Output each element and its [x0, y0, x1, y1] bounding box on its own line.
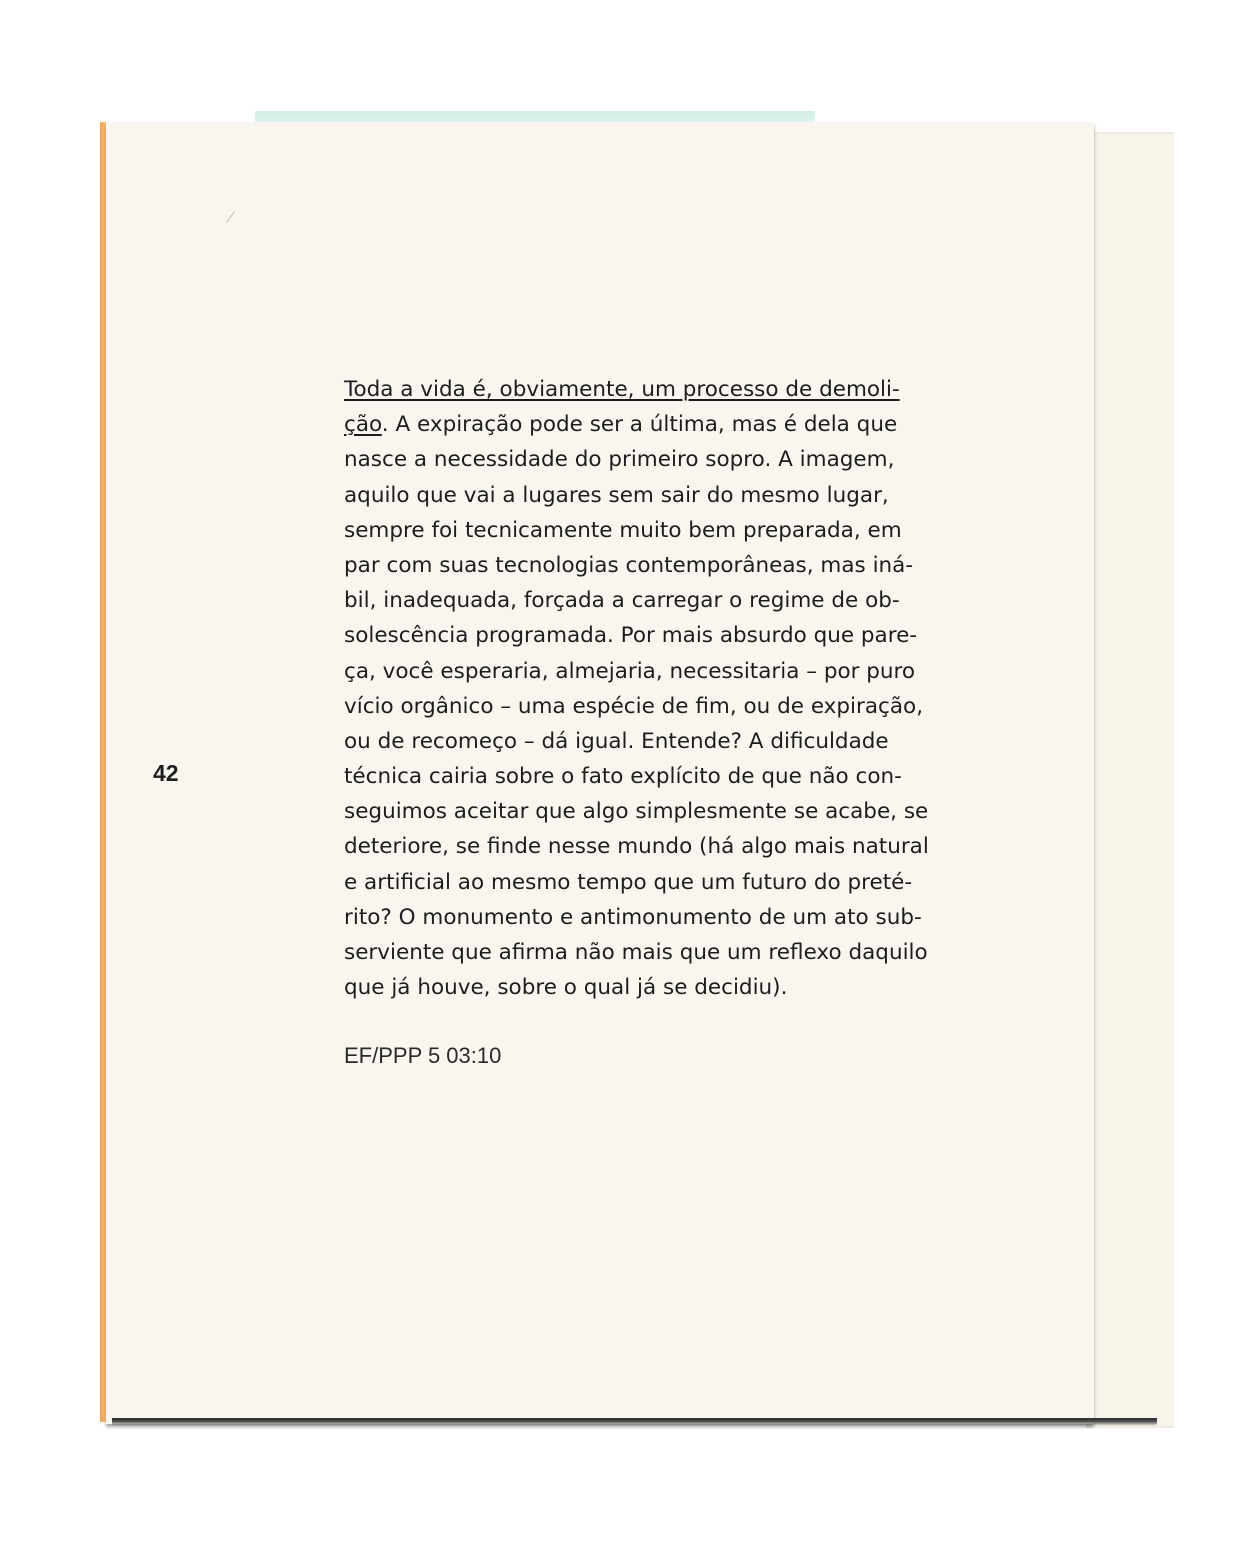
line-text: que já houve, sobre o qual já se decidiu). — [344, 975, 788, 1001]
reference-code: EF/PPP 5 03:10 — [344, 1043, 502, 1068]
text-line — [344, 900, 944, 935]
text-line — [344, 654, 944, 689]
line-text: técnica cairia sobre o fato explícito de que não con- — [344, 764, 902, 790]
text-line — [344, 583, 944, 618]
text-line — [344, 407, 944, 442]
line-text: par com suas tecnologias contemporâneas, mas iná- — [344, 552, 914, 578]
text-line — [344, 478, 944, 513]
line-text: solescência programada. Por mais absurdo que pare- — [344, 623, 918, 649]
text-line — [344, 935, 944, 970]
text-line — [344, 865, 944, 900]
line-text: rito? O monumento e antimonumento de um ato sub- — [344, 904, 922, 930]
text-line — [344, 548, 944, 583]
line-text: deteriore, se finde nesse mundo (há algo mais natural — [344, 834, 929, 860]
text-line — [344, 970, 944, 1005]
page-bottom-shadow — [112, 1418, 1157, 1426]
line-text: nasce a necessidade do primeiro sopro. A imagem, — [344, 447, 895, 473]
line-text: sempre foi tecnicamente muito bem preparada, em — [344, 517, 902, 543]
line-text: e artificial ao mesmo tempo que um futuro do preté- — [344, 869, 913, 895]
line-text: vício orgânico – uma espécie de fim, ou de expiração, — [344, 693, 924, 719]
adjacent-page-leaf — [1086, 132, 1174, 1428]
line-text: serviente que afirma não mais que um reflexo daquilo — [344, 940, 928, 965]
page-number: 42 — [153, 760, 179, 786]
text-line — [344, 724, 944, 759]
text-line — [344, 794, 944, 829]
text-line — [344, 372, 944, 407]
body-paragraph — [344, 372, 944, 1005]
line-text: . A expiração pode ser a última, mas é dela que — [381, 412, 898, 438]
text-line — [344, 759, 944, 794]
text-line — [344, 689, 944, 724]
line-text: bil, inadequada, forçada a carregar o regime de ob- — [344, 588, 900, 614]
text-line — [344, 442, 944, 477]
line-text: seguimos aceitar que algo simplesmente se acabe, se — [344, 799, 929, 825]
text-line — [344, 829, 944, 864]
text-line — [344, 618, 944, 653]
line-text: ça, você esperaria, almejaria, necessitaria – por puro — [344, 658, 916, 684]
underlined-text: ção — [344, 412, 382, 438]
line-text: ou de recomeço – dá igual. Entende? A dificuldade — [344, 728, 889, 754]
text-line — [344, 513, 944, 548]
underlined-text: Toda a vida é, obviamente, um processo de demoli- — [344, 377, 900, 402]
line-text: aquilo que vai a lugares sem sair do mesmo lugar, — [344, 482, 889, 508]
